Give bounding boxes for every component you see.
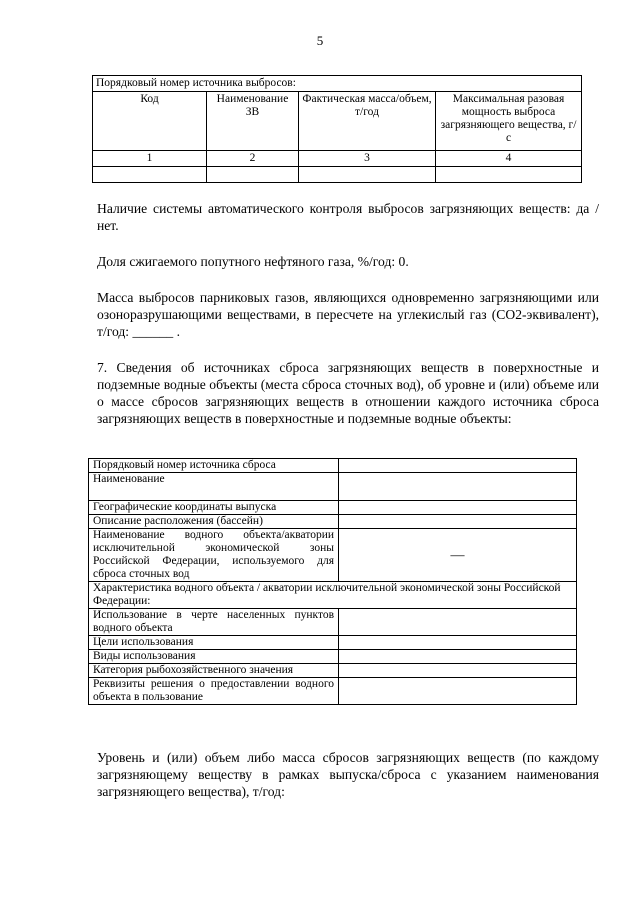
- discharge-row-value: [339, 609, 577, 636]
- discharge-row-label: Реквизиты решения о предоставлении водного объекта в пользование: [89, 678, 339, 705]
- discharge-table: [88, 458, 577, 705]
- discharge-level-paragraph: Уровень и (или) объем либо масса сбросов загрязняющих веществ (по каждому загрязняющему веществу в рамках выпуска/сброса с указанием наименования загрязняющего вещества), т/год:: [97, 750, 599, 799]
- section-7-paragraph: 7. Сведения об источниках сброса загрязняющих веществ в поверхностные и подземные водные объекты (места сброса сточных вод), об уровне и (или) объеме или о массе сбросов загрязняющих веществ в отношении каждого источника сброса загрязняющих веществ в поверхностные и подземные водные объекты:: [97, 360, 599, 426]
- discharge-row-value: [339, 636, 577, 650]
- table-cell: [299, 167, 436, 183]
- flared-gas-paragraph: Доля сжигаемого попутного нефтяного газа, %/год: 0.: [97, 254, 409, 269]
- column-number: 4: [436, 151, 582, 167]
- header-actual-mass: Фактическая масса/объем, т/год: [299, 92, 436, 151]
- emissions-table: [92, 75, 582, 183]
- discharge-row-value: —: [339, 529, 577, 582]
- header-max-power: Максимальная разовая мощность выброса загрязняющего вещества, г/с: [436, 92, 582, 151]
- discharge-row-label: Описание расположения (бассейн): [89, 515, 339, 529]
- discharge-row-value: [339, 664, 577, 678]
- header-substance-name: Наименование ЗВ: [207, 92, 299, 151]
- discharge-row-label: Категория рыбохозяйственного значения: [89, 664, 339, 678]
- discharge-row-label: Наименование водного объекта/акватории исключительной экономической зоны Российской Федерации, используемого для сброса сточных вод: [89, 529, 339, 582]
- emissions-source-label: Порядковый номер источника выбросов:: [93, 76, 582, 92]
- discharge-row-value: [339, 515, 577, 529]
- discharge-row-value: [339, 459, 577, 473]
- discharge-row-label: Цели использования: [89, 636, 339, 650]
- header-code: Код: [93, 92, 207, 151]
- characteristic-header: Характеристика водного объекта / акватории исключительной экономической зоны Российской Федерации:: [89, 582, 577, 609]
- table-cell: [436, 167, 582, 183]
- discharge-row-label: Виды использования: [89, 650, 339, 664]
- discharge-row-value: [339, 501, 577, 515]
- discharge-row-label: Использование в черте населенных пунктов водного объекта: [89, 609, 339, 636]
- table-cell: [93, 167, 207, 183]
- column-number: 2: [207, 151, 299, 167]
- discharge-row-value: [339, 650, 577, 664]
- discharge-row-label: Наименование: [89, 473, 339, 501]
- page-number: 5: [316, 33, 324, 48]
- greenhouse-paragraph: Масса выбросов парниковых газов, являющихся одновременно загрязняющими или озоноразрушающими веществами, в пересчете на углекислый газ (СО2-эквивалент), т/год: ______ .: [97, 290, 599, 339]
- column-number: 1: [93, 151, 207, 167]
- column-number: 3: [299, 151, 436, 167]
- discharge-row-value: [339, 678, 577, 705]
- auto-control-paragraph: Наличие системы автоматического контроля выбросов загрязняющих веществ: да /нет.: [97, 201, 599, 233]
- discharge-row-value: [339, 473, 577, 501]
- table-cell: [207, 167, 299, 183]
- discharge-row-label: Порядковый номер источника сброса: [89, 459, 339, 473]
- discharge-row-label: Географические координаты выпуска: [89, 501, 339, 515]
